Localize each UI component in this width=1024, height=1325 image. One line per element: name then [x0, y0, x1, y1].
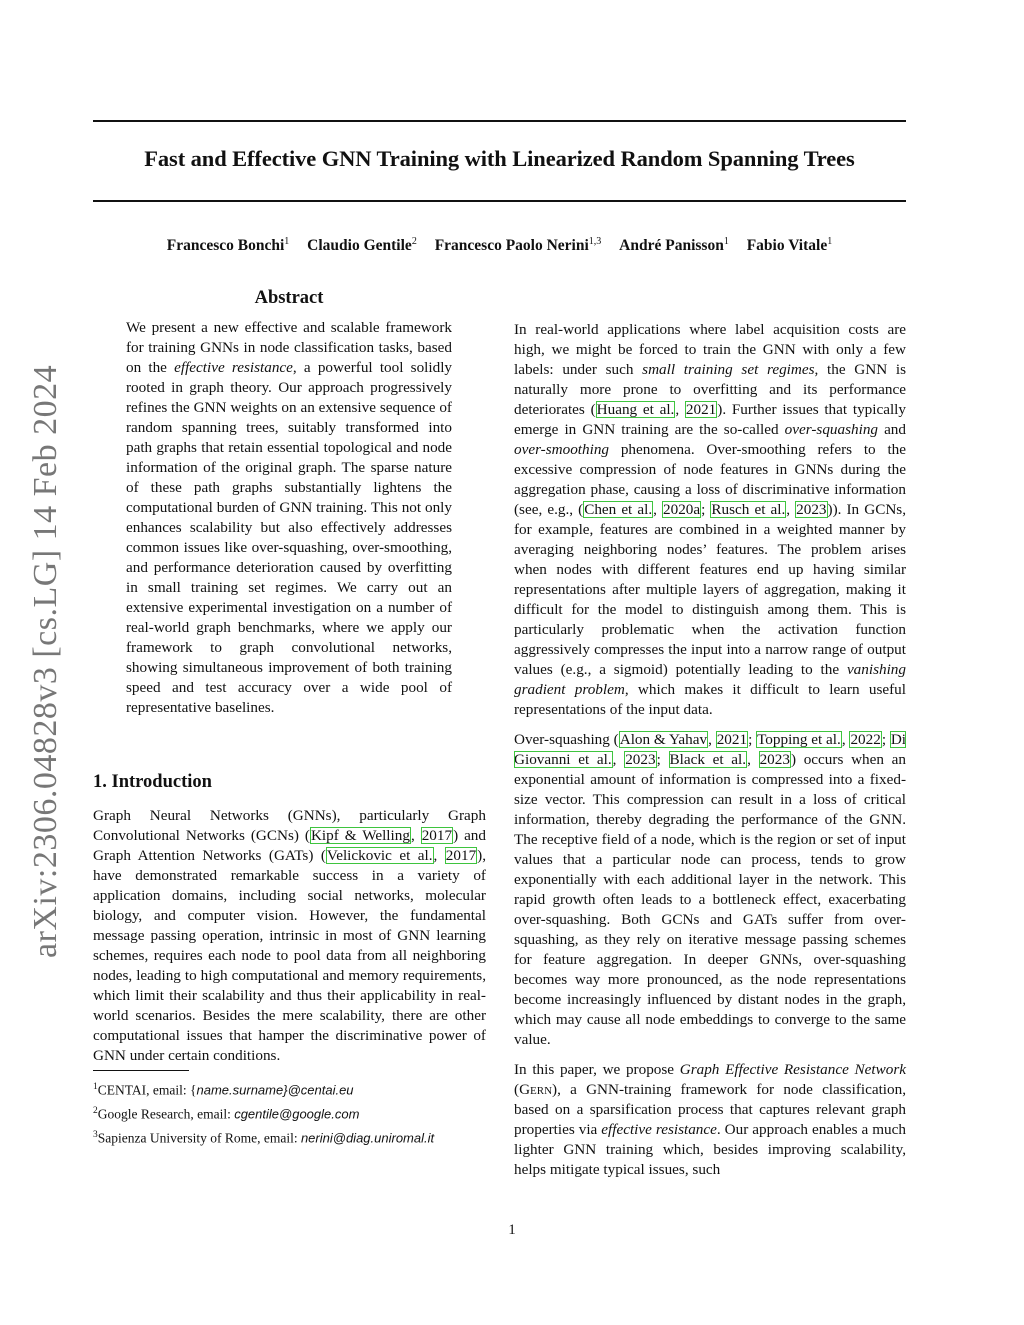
page-number: 1 [508, 1222, 516, 1238]
citation-link[interactable]: Rusch et al. [711, 501, 786, 518]
citation-link[interactable]: Chen et al. [584, 501, 653, 518]
footnote-rule [93, 1070, 189, 1071]
body-paragraph: Over-squashing (Alon & Yahav, 2021; Topping et al., 2022; Di Giovanni et al., 2023; Black et al., 2023) occurs when an exponential amount of information is compressed into a fixed-size vector. This compression can result in a loss of critical information, thereby degrading the performance of the GNN. The receptive field of a node, which is the region or set of input values that a particular node can process, tends to grow exponentially with each additional layer in the network. This rapid growth often leads to a bottleneck effect, exacerbating over-squashing. Both GCNs and GATs suffer from over-squashing, as they rely on iterative message passing schemes for feature aggregation. In deeper GNNs, over-squashing becomes way more pronounced, as the node representations become increasingly influenced by distant nodes in the graph, which may cause all node embeddings to converge to the same value. [514, 731, 907, 1048]
arxiv-identifier: arXiv:2306.04828v3 [cs.LG] 14 Feb 2024 [27, 364, 64, 958]
citation-link[interactable]: 2021 [716, 731, 748, 748]
citation-link[interactable]: 2023 [796, 501, 827, 518]
citation-link[interactable]: Kipf & Welling [310, 827, 410, 844]
citation-link[interactable]: Di Giovanni et al. [514, 731, 907, 768]
abstract-heading: Abstract [254, 288, 324, 308]
author: Fabio Vitale$^1$ [746, 236, 833, 255]
footnote: $^2$Google Research, email: cgentile@google.com [93, 1106, 360, 1122]
citation-link[interactable]: Topping et al. [757, 731, 841, 748]
body-paragraph: In real-world applications where label acquisition costs are high, we might be forced to train the GNN with only a few labels: under such small training set regimes, the GNN is naturally more prone to overfitting and its performance deteriorates (Huang et al., 2021). Further issues that typically emerge in GNN training are the so-called over-squashing and over-smoothing phenomena. Over-smoothing refers to the excessive compression of node features in GNNs during the aggregation phase, causing a loss of discriminative information (see, e.g., (Chen et al., 2020a; Rusch et al., 2023)). In GCNs, for example, features are combined in a weighted manner by averaging neighboring nodes’ features. The problem arises when nodes with different features end up having similar representations after multiple layers of aggregation, making it difficult for the model to distinguish among them. This is particularly problematic when the activation function aggressively compresses the input into a narrow range of output values (e.g., a sigmoid) potentially leading to the vanishing gradient problem, which makes it difficult to learn useful representations of the input data. [514, 321, 907, 718]
author: Francesco Bonchi$^1$ [166, 236, 290, 255]
citation-link[interactable]: 2023 [759, 751, 790, 768]
abstract-text: We present a new effective and scalable framework for training GNNs in node classification tasks, based on the effective resistance, a powerful tool solidly rooted in graph theory. Our approach progressively refines the GNN weights on an extensive sequence of random spanning trees, suitably transformed into path graphs that retain essential topological and node information of the original graph. The sparse nature of these path graphs substantially lightens the computational burden of GNN training. This not only enhances scalability but also effectively addresses common issues like over-squashing, over-smoothing, and performance deterioration caused by overfitting in small training set regimes. We carry out an extensive experimental investigation on a number of real-world graph benchmarks, where we apply our framework to graph convolutional networks, showing simultaneous improvement of both training speed and test accuracy over a wide pool of representative baselines. [126, 319, 453, 716]
author: Claudio Gentile$^2$ [307, 236, 417, 255]
title-top-rule [93, 120, 906, 122]
footnote: $^1$CENTAI, email: {name.surname}@centai.eu [93, 1082, 354, 1098]
citation-link[interactable]: Huang et al. [596, 401, 675, 418]
citation-link[interactable]: 2022 [850, 731, 881, 748]
citation-link[interactable]: 2020a [663, 501, 701, 518]
section-heading-introduction: 1. Introduction [93, 772, 212, 792]
citation-link[interactable]: Velickovic et al. [326, 847, 433, 864]
citation-link[interactable]: 2017 [421, 827, 453, 844]
title-bottom-rule [93, 200, 906, 202]
author-list [93, 236, 906, 255]
paper-title: Fast and Effective GNN Training with Linearized Random Spanning Trees [144, 146, 855, 171]
citation-link[interactable]: 2023 [625, 751, 656, 768]
citation-link[interactable]: 2021 [685, 401, 717, 418]
author: Francesco Paolo Nerini$^{1,3}$ [434, 236, 602, 255]
intro-paragraph: Graph Neural Networks (GNNs), particularly Graph Convolutional Networks (GCNs) (Kipf & Welling, 2017) and Graph Attention Networks (GATs) (Velickovic et al., 2017), have demonstrated remarkable success in a variety of application domains, including social networks, molecular biology, and computer vision. However, the fundamental message passing operation, intrinsic in most of GNN learning schemes, requires each node to pool data from all neighboring nodes, leading to high computational and memory requirements, which limit their scalability and thus their applicability in real-world scenarios. Besides the mere scalability, there are other computational issues that hamper the discriminative power of GNN under certain conditions. [93, 807, 487, 1064]
author: André Panisson$^1$ [619, 236, 729, 255]
citation-link[interactable]: Black et al. [669, 751, 747, 768]
footnotes [93, 1077, 493, 1149]
method-name: Gern [519, 1081, 553, 1098]
footnote: $^3$Sapienza University of Rome, email: nerini@diag.uniromal.it [93, 1130, 435, 1146]
body-paragraph: In this paper, we propose Graph Effective Resistance Network (Gern), a GNN-training framework for node classification, based on a sparsification process that captures relevant graph properties via effective resistance. Our approach enables a much lighter GNN training which, besides improving scalability, helps mitigate typical issues, such [514, 1061, 906, 1178]
citation-link[interactable]: 2017 [445, 847, 477, 864]
citation-link[interactable]: Alon & Yahav [619, 731, 708, 748]
